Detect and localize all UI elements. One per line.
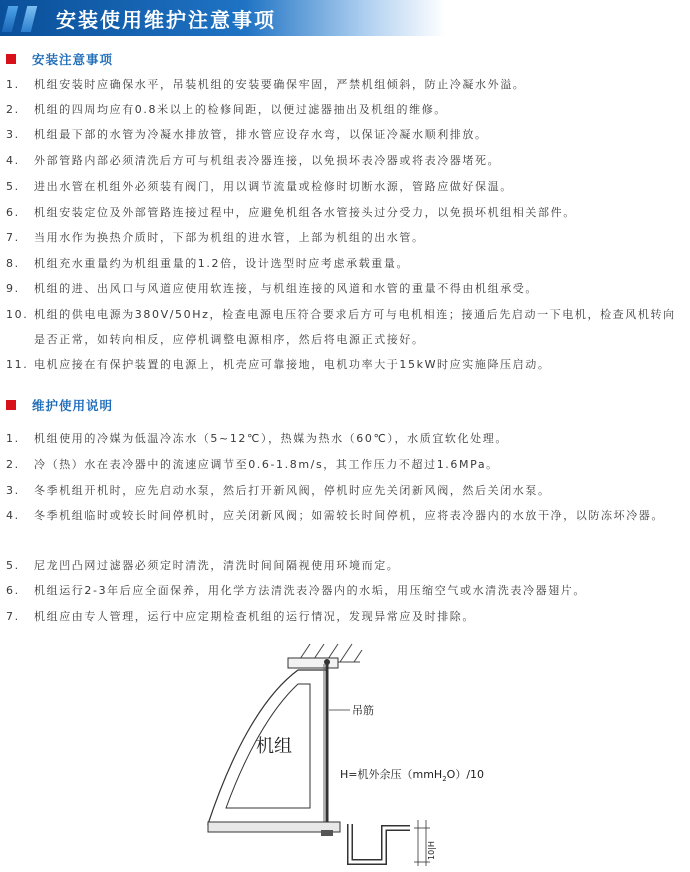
title-banner xyxy=(0,0,445,36)
list-item: 7. 机组应由专人管理，运行中应定期检查机组的运行情况，发现异常应及时排除。 xyxy=(6,610,475,623)
section-heading-text: 维护使用说明 xyxy=(32,398,114,413)
list-item: 5. 尼龙凹凸网过滤器必须定时清洗，清洗时间间隔视使用环境而定。 xyxy=(6,559,400,572)
list-item: 6. 机组安装定位及外部管路连接过程中，应避免机组各水管接头过分受力，以免损坏机组相关部件。 xyxy=(6,206,576,219)
unit-label: 机组 xyxy=(256,736,292,757)
pressure-formula: H=机外余压（mmH$_2$O）/10 xyxy=(340,768,485,783)
page-title: 安装使用维护注意事项 xyxy=(56,8,276,32)
section-heading-text: 安装注意事项 xyxy=(32,52,114,67)
section-heading-maintenance xyxy=(6,396,113,414)
list-item: 3. 冬季机组开机时，应先启动水泵，然后打开新风阀，停机时应先关闭新风阀，然后关闭水泵。 xyxy=(6,484,551,497)
unit-base xyxy=(208,822,340,832)
section-heading-installation xyxy=(6,50,113,68)
hanger-mount-icon xyxy=(324,659,330,665)
list-item: 1. 机组使用的冷媒为低温冷冻水（5~12℃），热媒为热水（60℃），水质宜软化处理。 xyxy=(6,432,508,445)
list-item: 2. 冷（热）水在表冷器中的流速应调节至0.6-1.8m/s，其工作压力不超过1.6MPa。 xyxy=(6,458,499,471)
hanger-label: 吊筋 xyxy=(352,704,374,717)
list-item: 5. 进出水管在机组外必须装有阀门，用以调节流量或检修时切断水源，管路应做好保温。 xyxy=(6,180,513,193)
red-square-bullet-icon xyxy=(6,54,16,64)
unit-base-nut xyxy=(321,830,333,836)
list-item: 10. 机组的供电电源为380V/50Hz，检查电源电压符合要求后方可与电机相连；接通后先启动一下电机，检查风机转向是否正常，如转向相反，应停机调整电源相序，然后将电源正式接好。 xyxy=(6,308,676,346)
list-item: 11. 电机应接在有保护装置的电源上，机壳应可靠接地，电机功率大于15kW时应实施降压启动。 xyxy=(6,358,551,371)
list-item: 1. 机组安装时应确保水平，吊装机组的安装要确保牢固，严禁机组倾斜，防止冷凝水外溢。 xyxy=(6,78,526,91)
title-accent-stripe xyxy=(21,6,37,32)
dimension-label: 10|H xyxy=(427,841,436,860)
list-item: 8. 机组充水重量约为机组重量的1.2倍，设计选型时应考虑承载重量。 xyxy=(6,257,410,270)
title-accent-stripe xyxy=(2,6,18,32)
list-item: 4. 外部管路内部必须清洗后方可与机组表冷器连接，以免损坏表冷器或将表冷器堵死。 xyxy=(6,154,501,167)
list-item: 9. 机组的进、出风口与风道应使用软连接，与机组连接的风道和水管的重量不得由机组承受。 xyxy=(6,282,538,295)
installation-diagram xyxy=(200,628,500,868)
list-item: 4. 冬季机组临时或较长时间停机时，应关闭新风阀；如需较长时间停机，应将表冷器内的水放干净，以防冻坏冷器。 xyxy=(6,509,664,522)
list-item: 7. 当用水作为换热介质时，下部为机组的进水管，上部为机组的出水管。 xyxy=(6,231,425,244)
red-square-bullet-icon xyxy=(6,400,16,410)
list-item: 2. 机组的四周均应有0.8米以上的检修间距，以便过滤器抽出及机组的维修。 xyxy=(6,103,447,116)
list-item: 3. 机组最下部的水管为冷凝水排放管，排水管应设存水弯，以保证冷凝水顺利排放。 xyxy=(6,128,488,141)
drain-trap-pipe xyxy=(350,824,410,862)
unit-top-rail xyxy=(288,658,338,668)
list-item: 6. 机组运行2-3年后应全面保养，用化学方法清洗表冷器内的水垢，用压缩空气或水清洗表冷器翅片。 xyxy=(6,584,586,597)
